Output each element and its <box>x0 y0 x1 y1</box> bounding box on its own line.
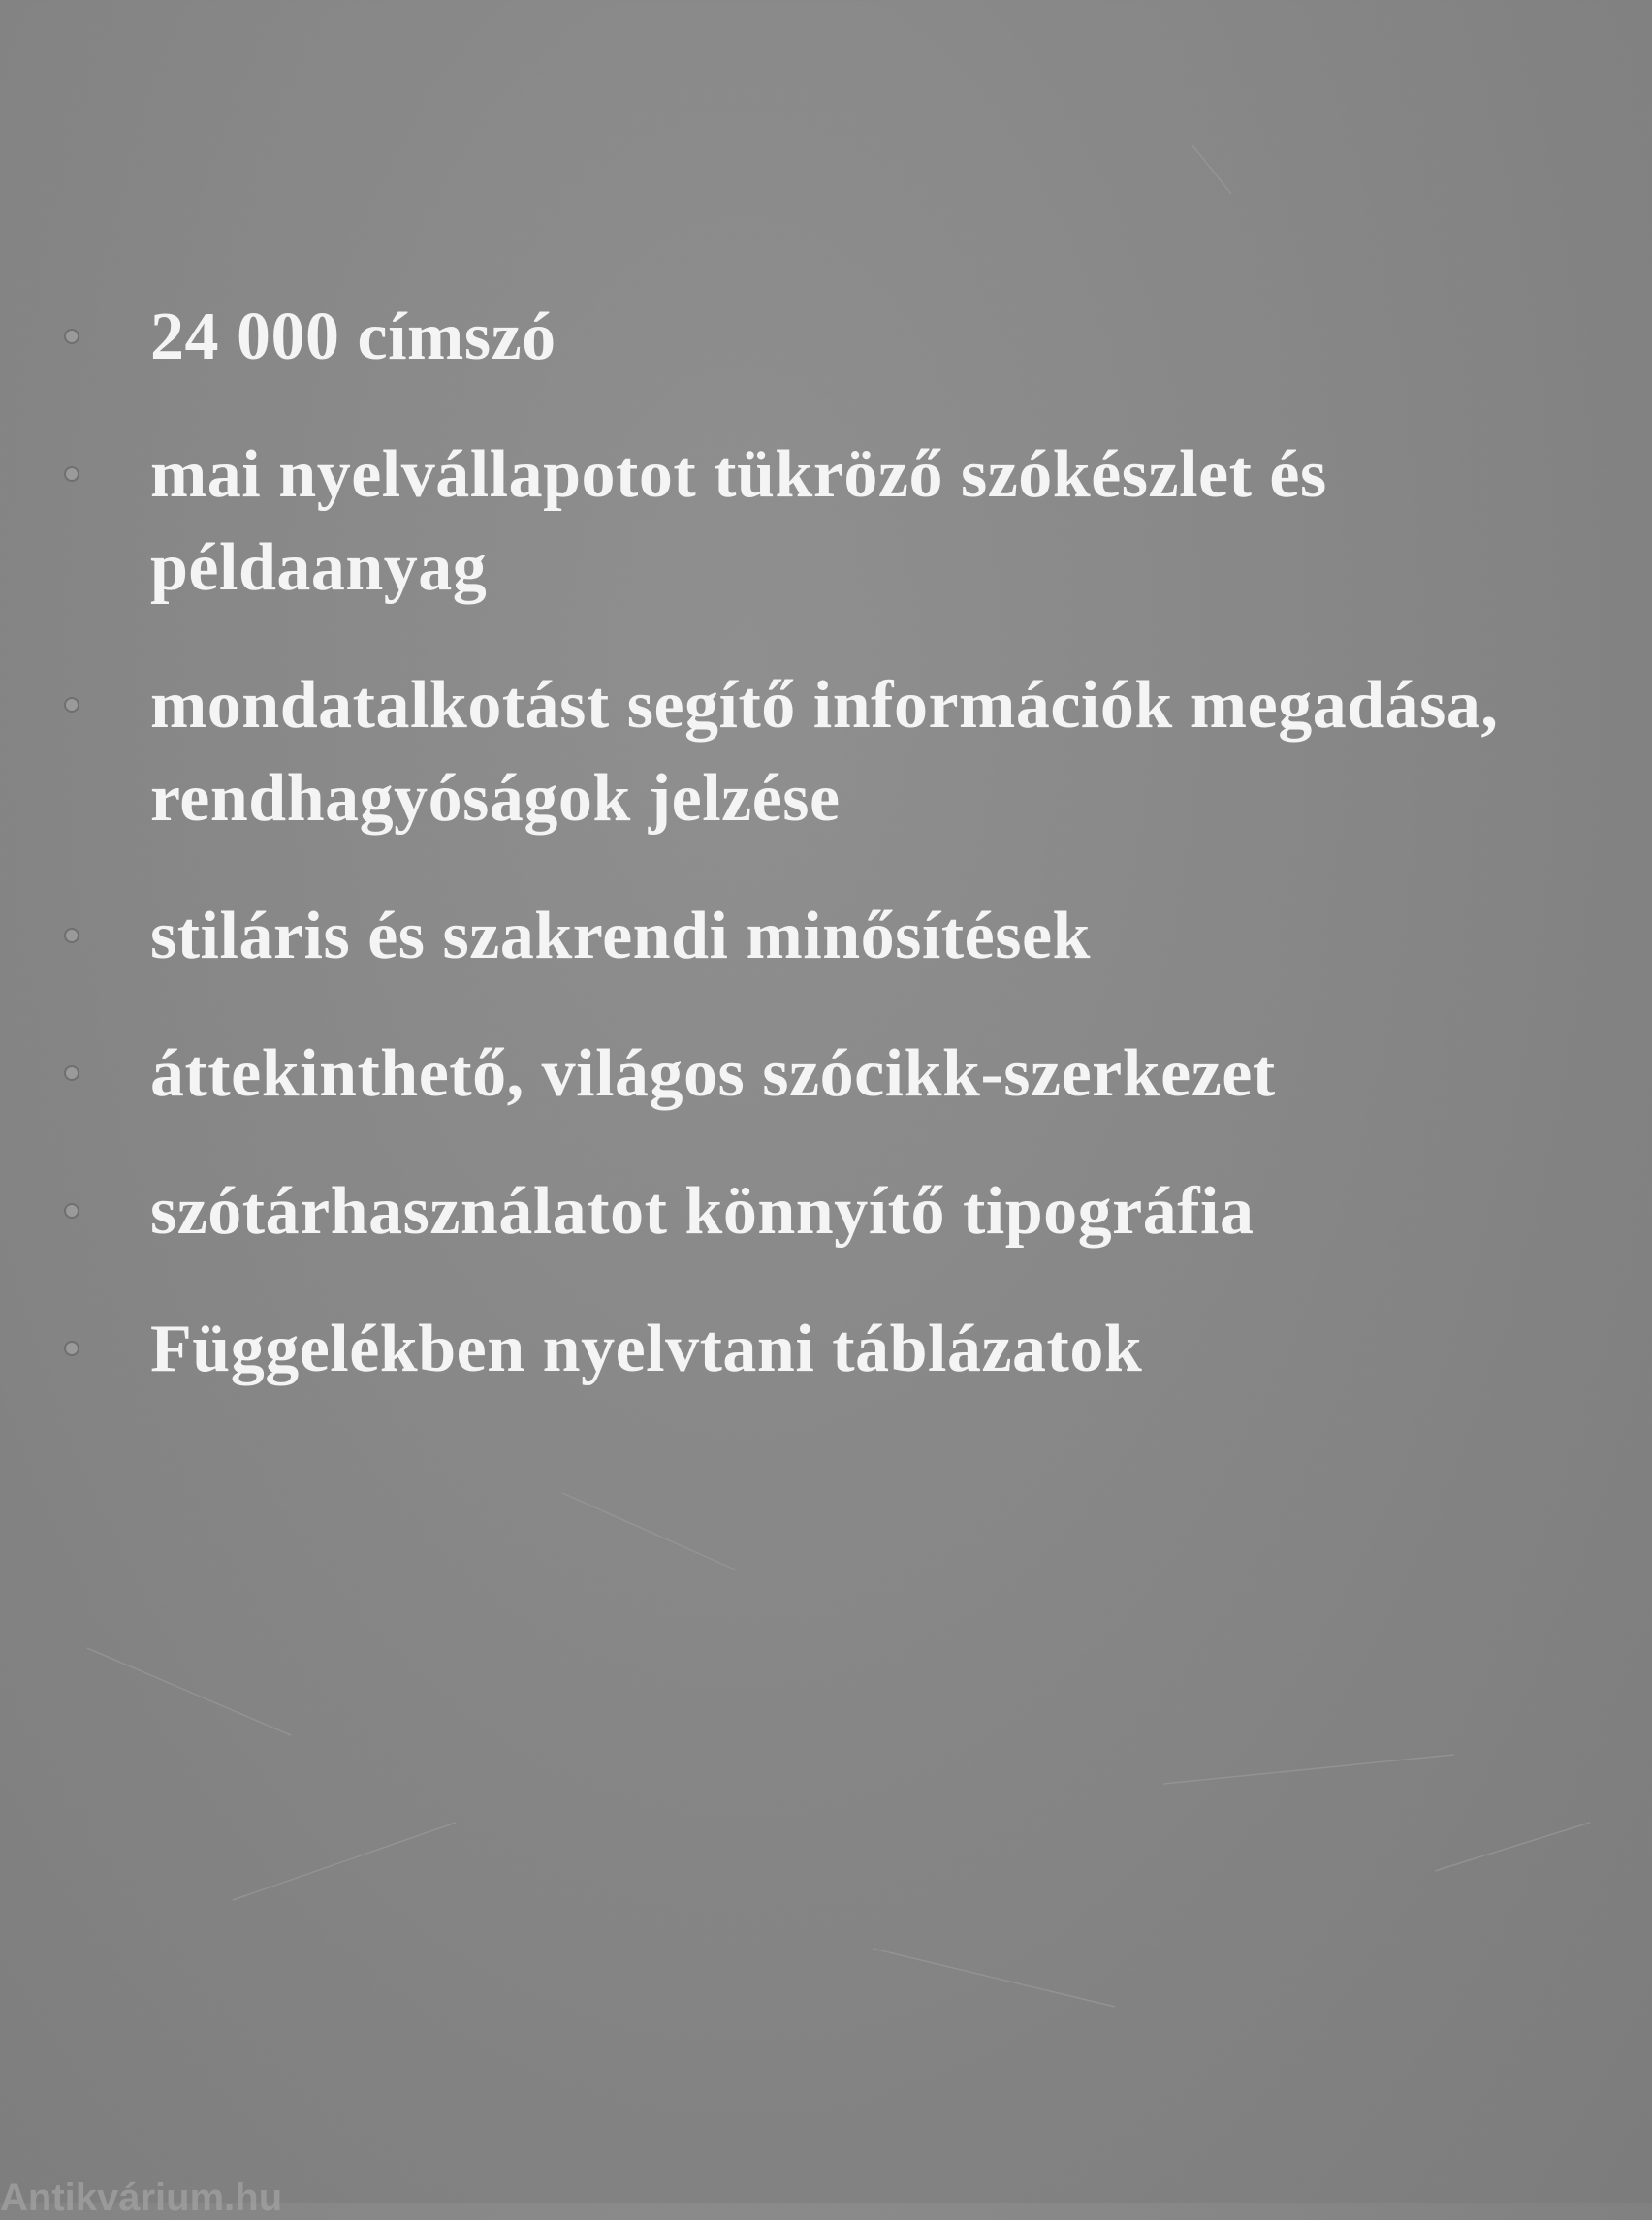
feature-item-sentence-info <box>64 659 1576 845</box>
feature-label: stiláris és szakrendi minősítések <box>150 899 1091 973</box>
feature-item-entry-structure <box>64 1028 1576 1121</box>
circle-bullet-icon <box>64 928 79 943</box>
circle-bullet-icon <box>64 329 79 344</box>
feature-label: áttekinthető, világos szócikk-szerkezet <box>150 1036 1276 1111</box>
feature-label: Függelékben nyelvtani táblázatok <box>150 1312 1143 1386</box>
circle-bullet-icon <box>64 1203 79 1219</box>
feature-item-grammar-tables <box>64 1303 1576 1396</box>
feature-item-headwords <box>64 291 1576 384</box>
circle-bullet-icon <box>64 466 79 482</box>
feature-list <box>64 291 1576 1441</box>
circle-bullet-icon <box>64 1065 79 1081</box>
feature-label: mai nyelvállapotot tükröző szókészlet és példaanyag <box>150 437 1327 605</box>
circle-bullet-icon <box>64 697 79 713</box>
feature-label: 24 000 címszó <box>150 300 556 374</box>
feature-item-vocabulary <box>64 428 1576 615</box>
watermark: Antikvárium.hu <box>0 2176 283 2219</box>
feature-label: szótárhasználatot könnyítő tipográfia <box>150 1174 1255 1249</box>
feature-item-typography <box>64 1165 1576 1258</box>
circle-bullet-icon <box>64 1341 79 1356</box>
feature-item-style-labels <box>64 890 1576 983</box>
feature-label: mondatalkotást segítő információk megadása, rendhagyóságok jelzése <box>150 668 1499 836</box>
